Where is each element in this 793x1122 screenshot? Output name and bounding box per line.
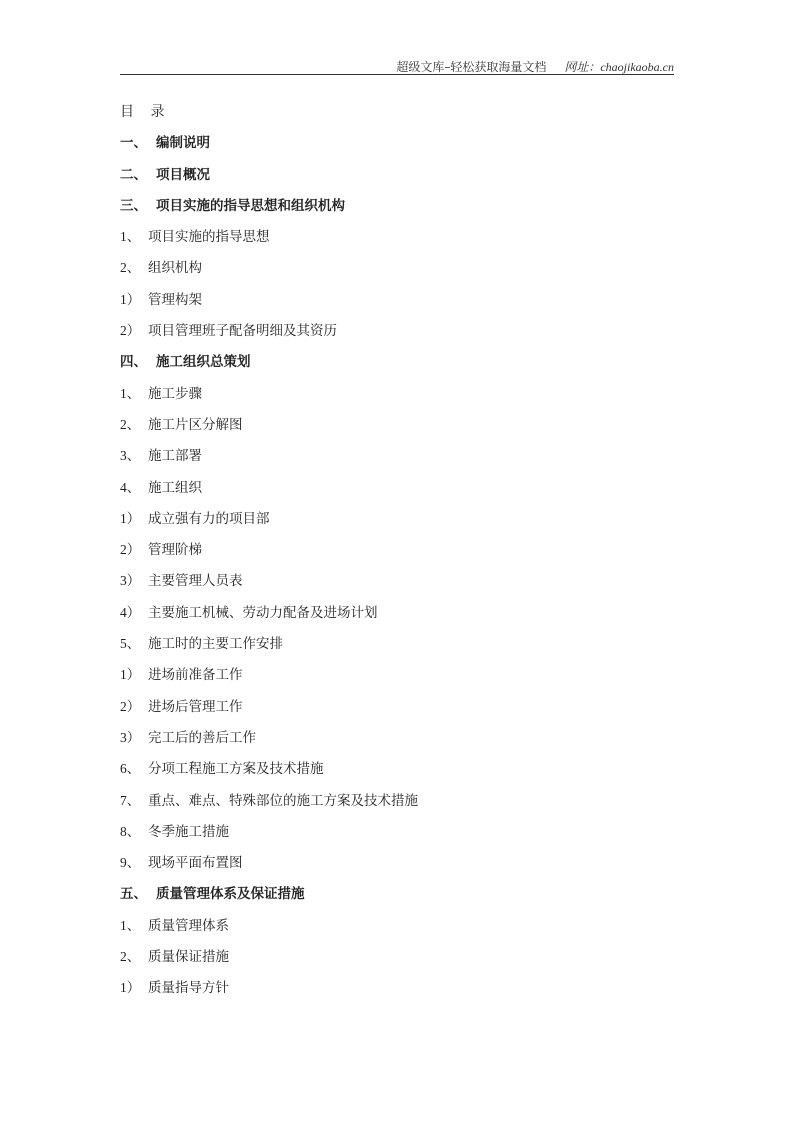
toc-entry <box>120 601 680 632</box>
toc-entry <box>120 695 680 726</box>
toc-entry-number: 6、 <box>120 761 141 777</box>
toc-entry-text: 施工组织 <box>148 479 202 496</box>
toc-title: 目 录 <box>120 104 171 120</box>
toc-entry <box>120 757 680 788</box>
toc-entry-text: 成立强有力的项目部 <box>148 510 270 527</box>
toc-entry-text: 项目实施的指导思想和组织机构 <box>156 197 345 214</box>
toc-entry <box>120 194 680 225</box>
toc-entry <box>120 851 680 882</box>
toc-entry-number: 2、 <box>120 416 141 432</box>
toc-entry-number: 2） <box>120 698 141 714</box>
toc-entry <box>120 976 680 1007</box>
toc-entry-text: 质量保证措施 <box>148 949 229 966</box>
toc-entry-number: 4） <box>120 604 141 620</box>
toc-entry-number: 3） <box>120 573 141 589</box>
toc-entry-text: 施工组织总策划 <box>156 354 251 371</box>
toc-entry-text: 施工步骤 <box>148 385 202 402</box>
toc-entry-number: 1） <box>120 667 141 683</box>
toc-entry <box>120 726 680 757</box>
toc-entry-number: 9、 <box>120 855 141 871</box>
toc-entry-number: 2、 <box>120 260 141 276</box>
toc-list <box>120 131 680 1007</box>
toc-entry-text: 现场平面布置图 <box>148 855 243 872</box>
header-site-name: 超级文库–轻松获取海量文档 <box>396 60 547 74</box>
toc-entry-text: 施工片区分解图 <box>148 416 243 433</box>
toc-entry-text: 质量管理体系 <box>148 917 229 934</box>
toc-entry <box>120 663 680 694</box>
toc-entry-number: 二、 <box>120 166 147 183</box>
toc-entry-text: 质量指导方针 <box>148 980 229 997</box>
toc-entry <box>120 444 680 475</box>
header-text <box>396 58 674 75</box>
toc-entry-text: 项目实施的指导思想 <box>148 229 270 246</box>
toc-entry-number: 1、 <box>120 385 141 401</box>
toc-entry-number: 3、 <box>120 448 141 464</box>
toc-entry-number: 1） <box>120 510 141 526</box>
toc-entry <box>120 538 680 569</box>
toc-entry-text: 主要施工机械、劳动力配备及进场计划 <box>148 604 378 621</box>
toc-entry-text: 管理阶梯 <box>148 542 202 559</box>
toc-entry-text: 进场前准备工作 <box>148 667 243 684</box>
toc-entry-number: 8、 <box>120 823 141 839</box>
toc-entry <box>120 945 680 976</box>
toc-entry-text: 冬季施工措施 <box>148 823 229 840</box>
toc-entry-number: 四、 <box>120 354 147 371</box>
toc-entry-text: 管理构架 <box>148 291 202 308</box>
toc-entry <box>120 476 680 507</box>
toc-entry-number: 5、 <box>120 636 141 652</box>
toc-entry-number: 4、 <box>120 479 141 495</box>
toc-entry-number: 2） <box>120 542 141 558</box>
toc-entry-number: 1） <box>120 291 141 307</box>
toc-entry <box>120 507 680 538</box>
toc-entry-text: 施工部署 <box>148 448 202 465</box>
toc-entry-number: 1、 <box>120 229 141 245</box>
toc-entry-text: 项目概况 <box>156 166 210 183</box>
toc-entry-number: 三、 <box>120 197 147 214</box>
page-header <box>120 52 674 75</box>
toc-entry-text: 质量管理体系及保证措施 <box>156 886 305 903</box>
table-of-contents <box>120 100 680 1008</box>
toc-entry <box>120 632 680 663</box>
toc-entry-text: 分项工程施工方案及技术措施 <box>148 761 324 778</box>
toc-entry-text: 重点、难点、特殊部位的施工方案及技术措施 <box>148 792 418 809</box>
toc-entry-number: 3） <box>120 729 141 745</box>
toc-entry <box>120 256 680 287</box>
toc-entry <box>120 350 680 381</box>
toc-entry <box>120 914 680 945</box>
toc-entry <box>120 569 680 600</box>
toc-entry <box>120 131 680 162</box>
toc-entry-text: 组织机构 <box>148 260 202 277</box>
toc-entry-number: 1、 <box>120 917 141 933</box>
toc-entry <box>120 382 680 413</box>
toc-entry-number: 一、 <box>120 135 147 152</box>
toc-entry-number: 2、 <box>120 949 141 965</box>
header-url: 网址：chaojikaoba.cn <box>564 60 674 74</box>
toc-entry-text: 完工后的善后工作 <box>148 729 256 746</box>
toc-entry <box>120 820 680 851</box>
toc-entry <box>120 163 680 194</box>
toc-entry-number: 2） <box>120 323 141 339</box>
toc-entry-text: 进场后管理工作 <box>148 698 243 715</box>
toc-entry-number: 7、 <box>120 792 141 808</box>
toc-entry <box>120 413 680 444</box>
toc-entry <box>120 319 680 350</box>
toc-entry-number: 1） <box>120 980 141 996</box>
toc-entry <box>120 882 680 913</box>
toc-entry-text: 主要管理人员表 <box>148 573 243 590</box>
toc-entry <box>120 225 680 256</box>
toc-entry <box>120 789 680 820</box>
toc-entry <box>120 288 680 319</box>
toc-entry-number: 五、 <box>120 886 147 903</box>
toc-entry-text: 项目管理班子配备明细及其资历 <box>148 323 337 340</box>
toc-entry-text: 施工时的主要工作安排 <box>148 636 283 653</box>
toc-entry-text: 编制说明 <box>156 135 210 152</box>
